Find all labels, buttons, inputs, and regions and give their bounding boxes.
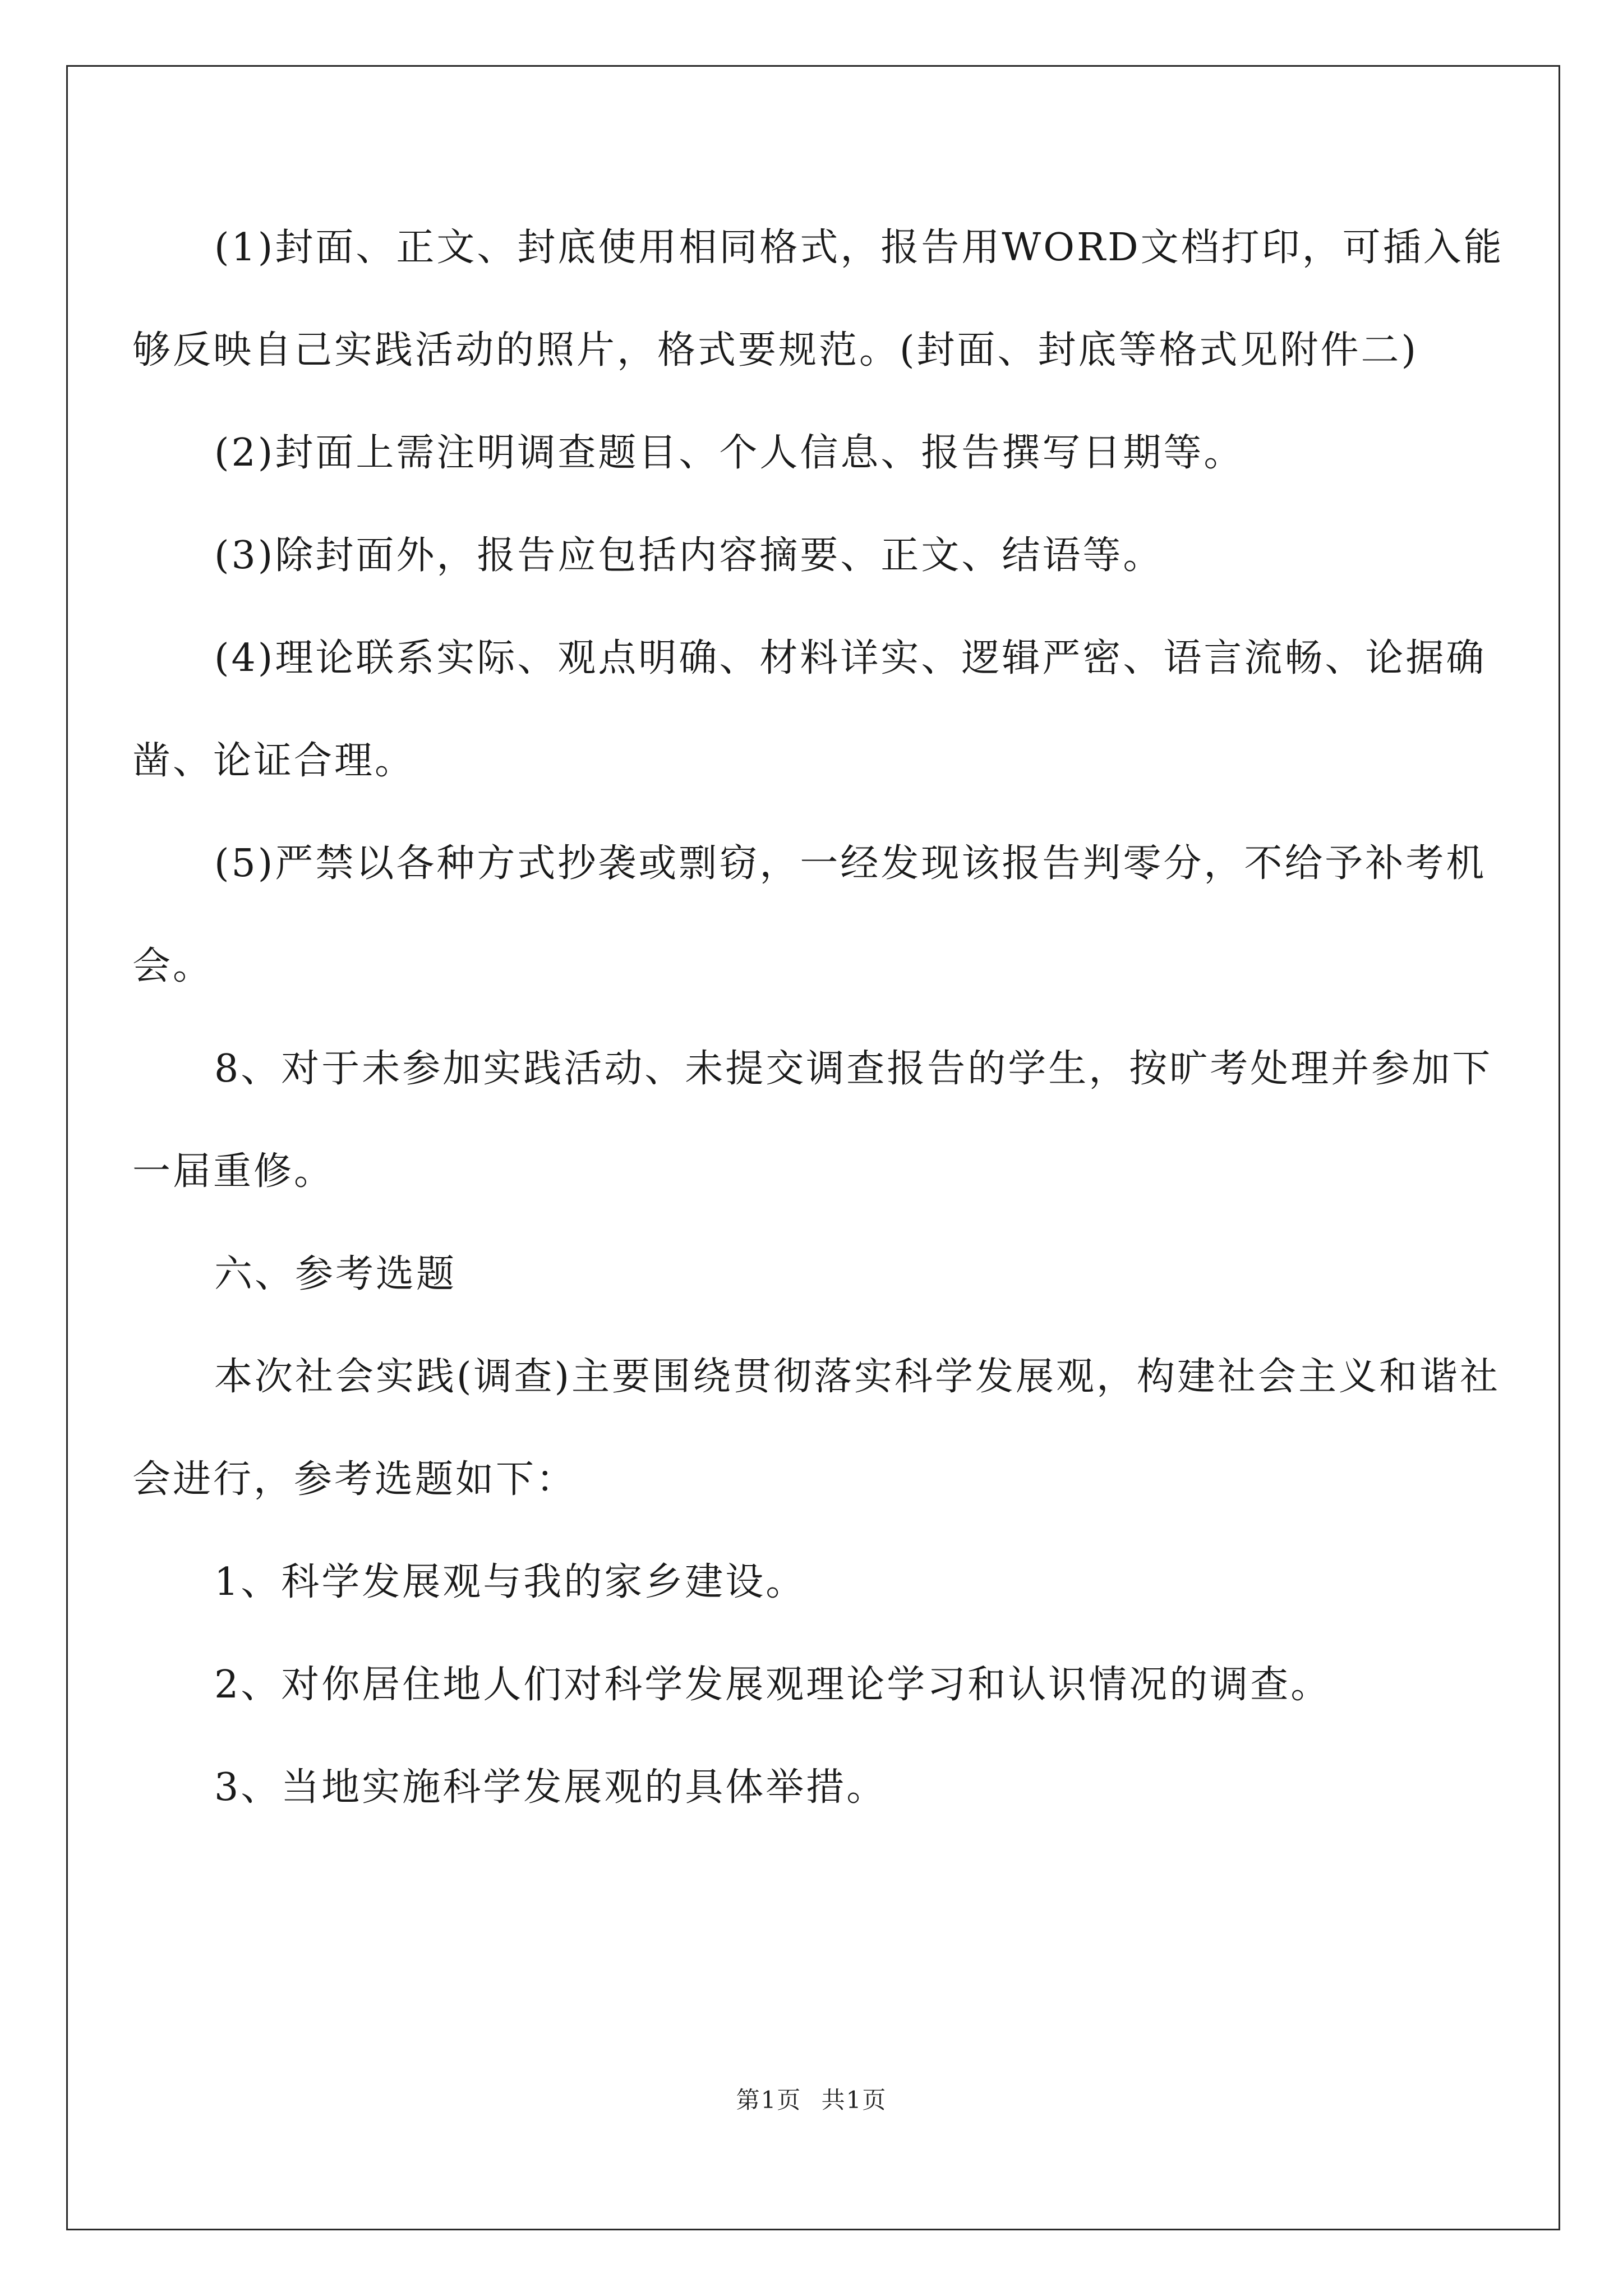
paragraph-item-3: (3)除封面外，报告应包括内容摘要、正文、结语等。 <box>214 533 1164 578</box>
paragraph-item-1: (1)封面、正文、封底使用相同格式，报告用WORD文档打印，可插入能够反映自己实践活动的照片，格式要规范。(封面、封底等格式见附件二) <box>132 226 1504 372</box>
paragraph-item-5: (5)严禁以各种方式抄袭或剽窃，一经发现该报告判零分，不给予补考机会。 <box>132 841 1487 988</box>
paragraph-item-8: 8、对于未参加实践活动、未提交调查报告的学生，按旷考处理并参加下一届重修。 <box>132 1047 1493 1194</box>
topic-item-2: 2、对你居住地人们对科学发展观理论学习和认识情况的调查。 <box>214 1663 1331 1707</box>
paragraph-item-2: (2)封面上需注明调查题目、个人信息、报告撰写日期等。 <box>214 431 1244 475</box>
paragraph-intro: 本次社会实践(调查)主要围绕贯彻落实科学发展观，构建社会主义和谐社会进行，参考选题如下： <box>132 1355 1501 1502</box>
topic-item-3: 3、当地实施科学发展观的具体举措。 <box>214 1765 887 1810</box>
page-footer <box>0 2083 1623 2117</box>
page-total: 共1页 <box>821 2086 887 2114</box>
topic-item-1: 1、科学发展观与我的家乡建设。 <box>214 1560 806 1604</box>
paragraph-item-4: (4)理论联系实际、观点明确、材料详实、逻辑严密、语言流畅、论据确凿、论证合理。 <box>132 636 1487 783</box>
section-heading: 六、参考选题 <box>214 1252 457 1296</box>
document-body <box>132 196 1509 1839</box>
page-number: 第1页 <box>736 2086 802 2114</box>
